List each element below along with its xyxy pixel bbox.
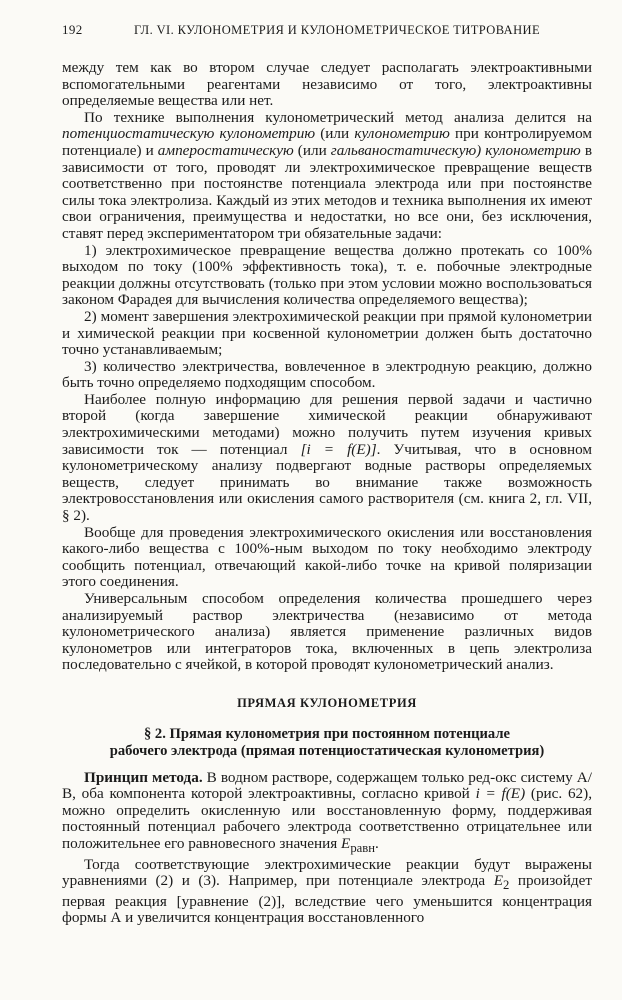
paragraph-coulometers: Универсальным способом определения количества прошедшего через анализируемый раствор электричества (независимо от метода кулонометрического анализа) является применение различных видов кулонометров или интеграторов тока, включенных в цепь электролиза последовательно с ячейкой, в которой проводят кулонометрический анализ. [62,590,592,674]
section-title: ПРЯМАЯ КУЛОНОМЕТРИЯ [237,695,417,710]
subsection-title-line-2: рабочего электрода (прямая потенциостатическая кулонометрия) [109,742,545,759]
subsection-title [62,726,592,760]
list-item-2: 2) момент завершения электрохимической реакции при прямой кулонометрии и химической реакции при косвенной кулонометрии должен быть достаточно точно устанавливаемым; [62,307,592,359]
page-header [62,22,592,42]
paragraph-continuation [62,60,592,110]
text-run: В водном растворе, содержащем только ред-окс систему А/В, оба компонента которой электроактивны, согласно кривой [62,768,592,803]
running-title: ГЛ. VI. КУЛОНОМЕТРИЯ И КУЛОНОМЕТРИЧЕСКОЕ ТИТРОВАНИЕ [134,23,540,37]
text-run: (или [315,125,355,143]
formula-i-f-e: i = f(E) [475,785,526,803]
subsection-title-line-1: § 2. Прямая кулонометрия при постоянном потенциале [143,725,511,742]
term-coulometry: кулонометрию [354,125,450,143]
text-run: (рис. 62), можно определить окисленную или восстановленную форму, поддерживая постоянный потенциал рабочего электрода соответственно отрицательнее или положительнее его равновесного значения [62,785,592,852]
formula-i-f-e: [i = f(E)] [300,440,377,458]
text-run: между тем как во втором случае следует располагать электроактивными вспомогательными реагентами независимо от того, электроактивны определяемые вещества или нет. [62,59,592,110]
symbol-e: E [493,872,503,890]
principle-lead: Принцип метода. [84,768,203,786]
term-amperostatic: амперостатическую [157,141,294,159]
list-item-3: 3) количество электричества, вовлеченное в электродную реакцию, должно быть точно определяемо подходящим способом. [62,357,592,392]
paragraph-principle [62,770,592,857]
term-potentiostatic: потенциостатическую кулонометрию [62,125,316,143]
list-item-1: 1) электрохимическое превращение вещества должно протекать со 100% выходом по току (100% эффективность тока), т. е. побочные электродные реакции должны отсутствовать (только при этом условии можно воспользоваться законом Фарадея для вычисления количества определяемого вещества); [62,241,592,309]
text-run: в зависимости от того, проводят ли электрохимическое превращение веществ соответственно при постоянстве потенциала электрода или при постоянстве силы тока электролиза. Каждый из этих методов и техника выполнения их имеют свои ограничения, преимущества и недостатки, но все они, без исключения, ставят перед экспериментатором три обязательные задачи: [62,141,592,242]
text-run: Наиболее полную информацию для решения первой задачи и частично второй (когда завершение химической реакции обнаруживают электрохимическими методами) можно получить путем изучения кривых зависимости ток — потенциал [62,390,592,458]
text-run: (или [293,141,331,159]
text-run: . Учитывая, что в основном кулонометрическому анализу подвергают водные растворы определяемых веществ, следует принимать во внимание также возможность электровосстановления или окисления самого растворителя (см. книга 2, гл. VII, § 2). [62,440,592,525]
page-number: 192 [62,22,83,37]
symbol-e: E [341,834,351,852]
text-run: при контролируемом потенциале) и [62,125,592,159]
paragraph-potential: Вообще для проведения электрохимического окисления или восстановления какого-либо вещества с 100%-ным выходом по току необходимо электроду сообщить потенциал, отвечающий какой-либо точке на кривой поляризации этого соединения. [62,523,592,591]
text-run: По технике выполнения кулонометрический метод анализа делится на [84,108,592,126]
page-body [62,60,592,927]
paragraph-information [62,392,592,525]
paragraph-methods [62,110,592,243]
text-run: Тогда соответствующие электрохимические реакции будут выражены уравнениями (2) и (3). Например, при потенциале электрода [62,855,592,890]
term-galvanostatic: гальваностатическую) кулонометрию [330,141,581,159]
subscript-ravn: равн [350,840,376,855]
text-run: произойдет первая реакция [уравнение (2)], вследствие чего уменьшится концентрация формы А и увеличится концентрация восстановленного [62,872,592,927]
subscript-2: 2 [502,878,510,893]
paragraph-reactions [62,857,592,927]
text-run: . [375,834,379,852]
